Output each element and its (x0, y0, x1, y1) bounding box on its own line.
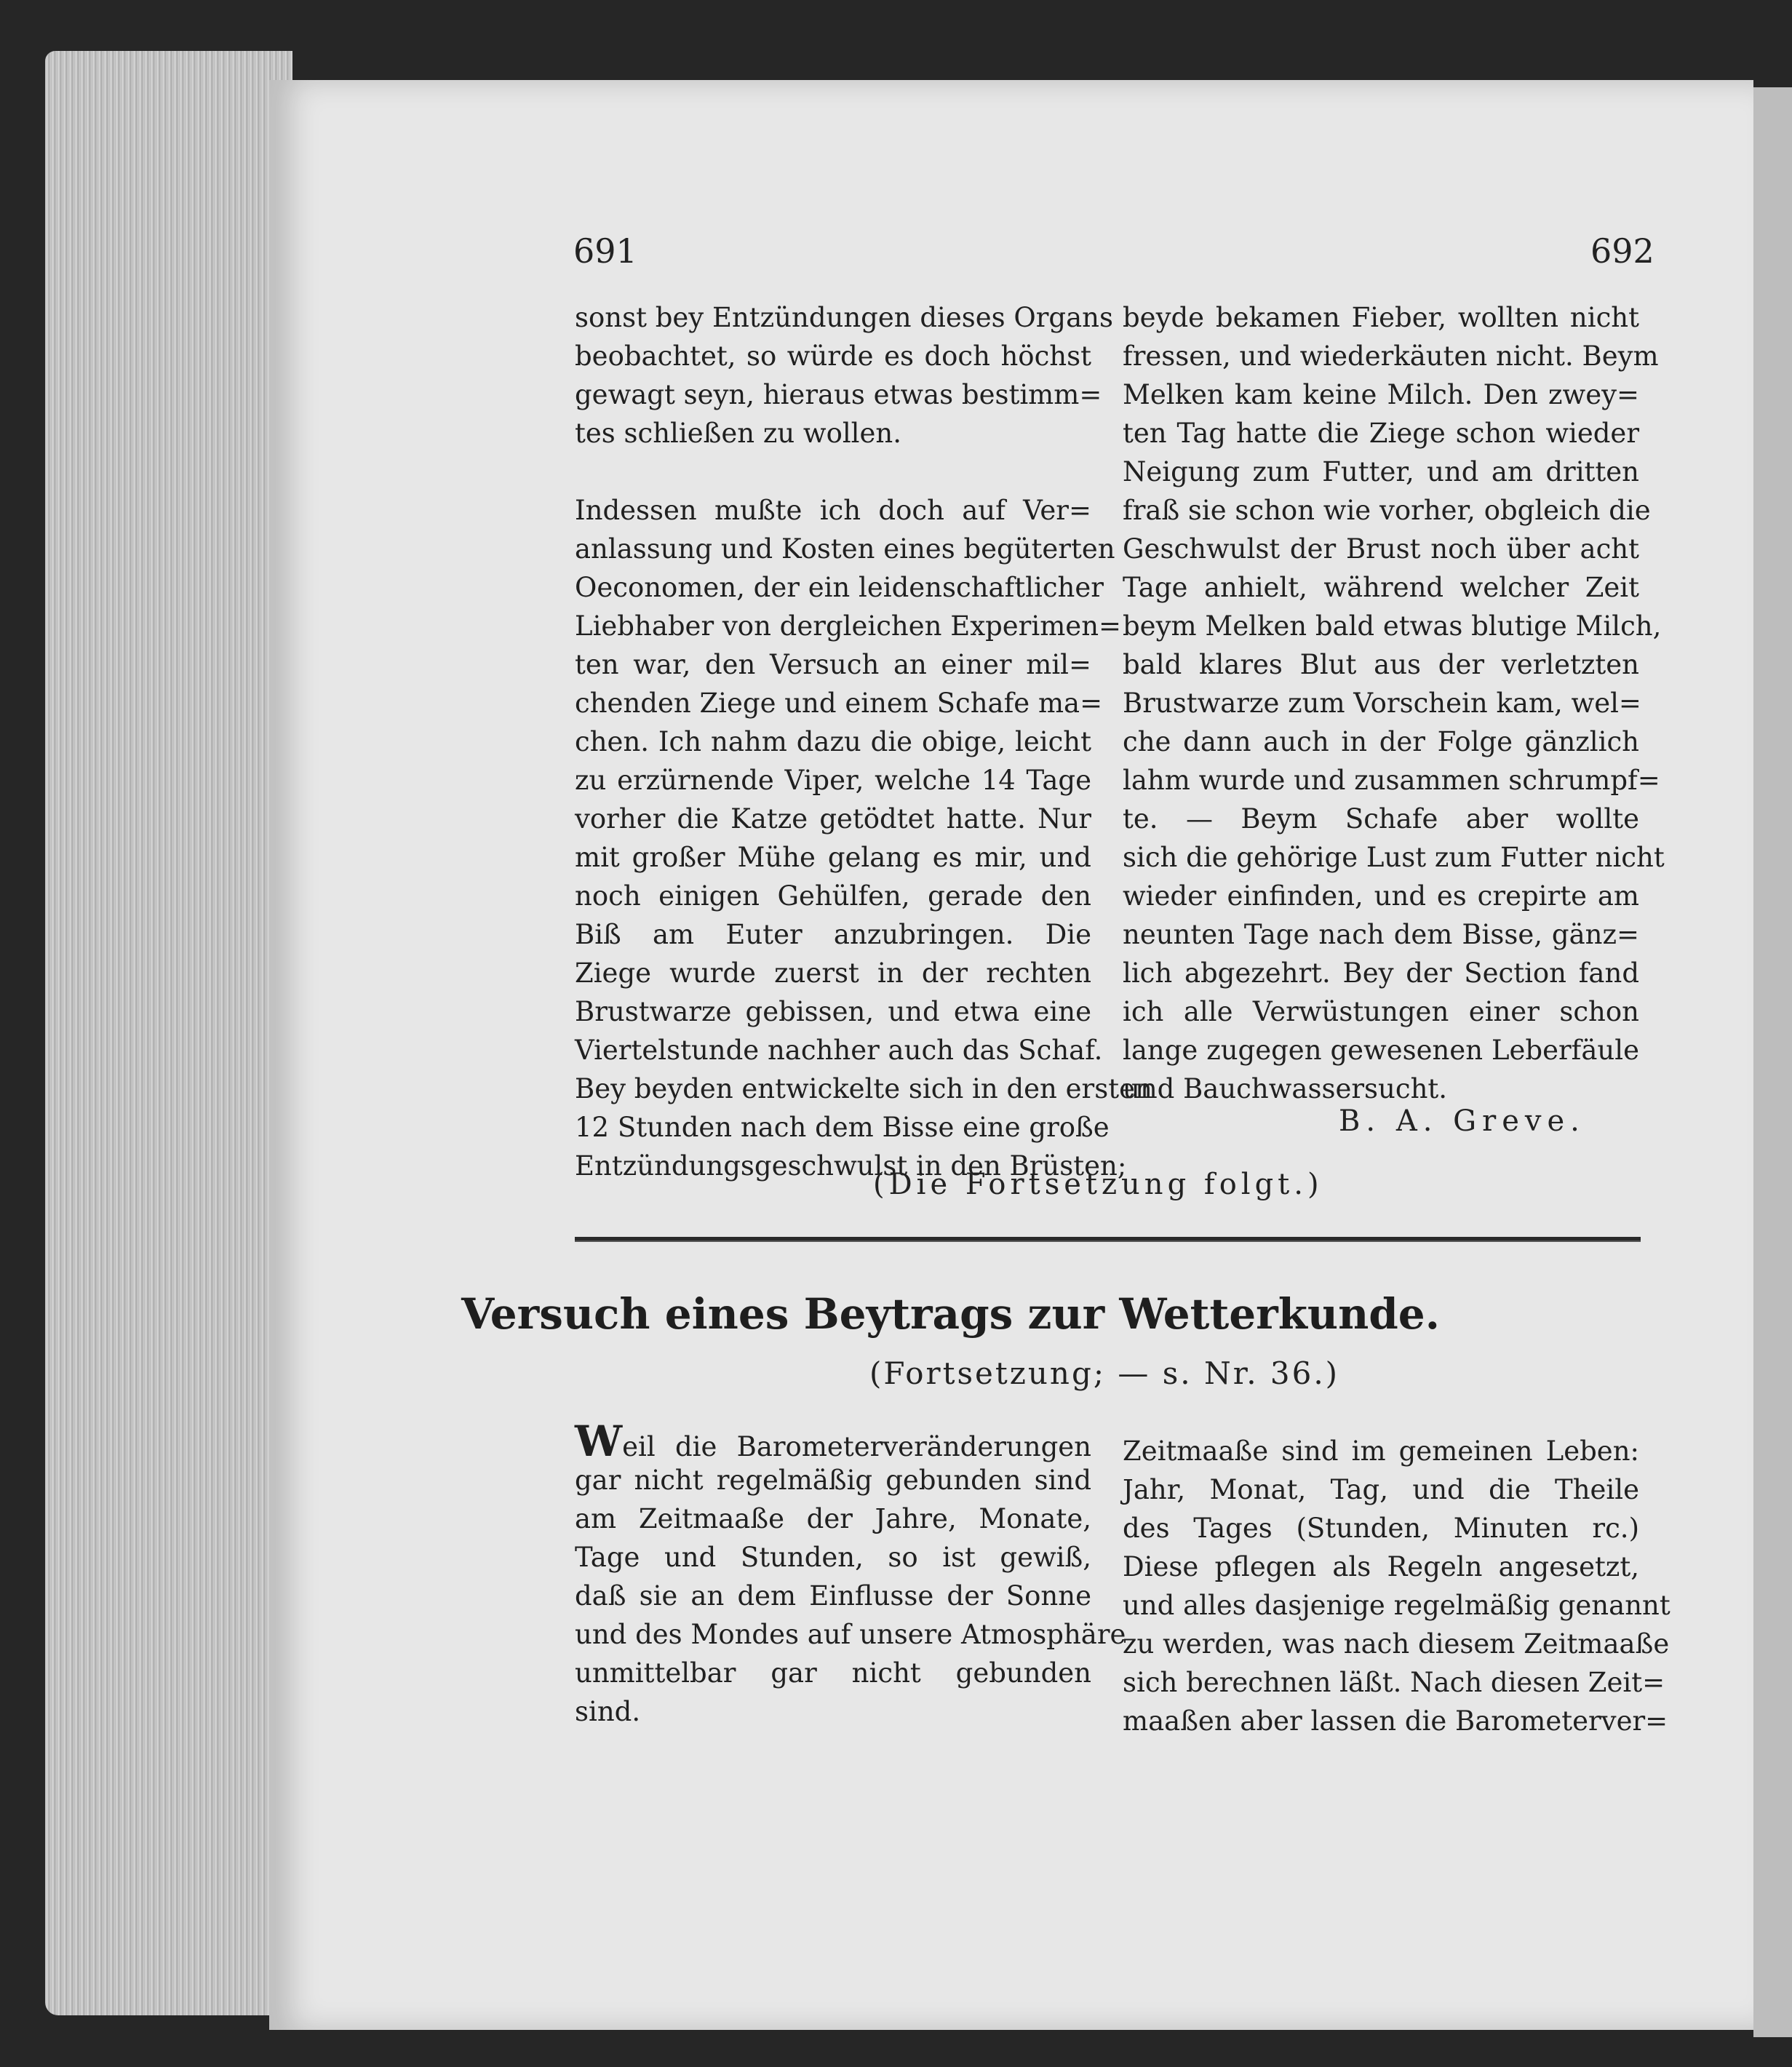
article-title: Versuch eines Beytrags zur Wetterkunde. (461, 1289, 1440, 1339)
text-line: lahm wurde und zusammen schrumpf= (1123, 765, 1660, 796)
text-line: und Bauchwassersucht. (1123, 1073, 1448, 1104)
text-line: Viertelstunde nachher auch das Schaf. (575, 1035, 1103, 1066)
text-line: Melken kam keine Milch. Den zwey= (1123, 379, 1639, 410)
text-line: des Tages (Stunden, Minuten rc.) (1123, 1513, 1639, 1544)
text-line: ten war, den Versuch an einer mil= (575, 649, 1091, 680)
text-line: Tage und Stunden, so ist gewiß, (575, 1542, 1091, 1573)
text-line: gewagt seyn, hieraus etwas bestimm= (575, 379, 1102, 410)
continuation-note: (Die Fortsetzung folgt.) (873, 1168, 1323, 1201)
text-line: und alles dasjenige regelmäßig genannt (1123, 1590, 1670, 1621)
text-line: che dann auch in der Folge gänzlich (1123, 726, 1639, 757)
text-line: zu werden, was nach diesem Zeitmaaße (1123, 1628, 1670, 1660)
text-line: wieder einfinden, und es crepirte am (1123, 880, 1639, 912)
page-number-right: 692 (1590, 231, 1654, 271)
text-line: Entzündungsgeschwulst in den Brüsten; (575, 1150, 1127, 1182)
text-line: fressen, und wiederkäuten nicht. Beym (1123, 340, 1659, 372)
page-number-left: 691 (573, 231, 637, 271)
text-line: Tage anhielt, während welcher Zeit (1123, 572, 1639, 603)
text-line: Biß am Euter anzubringen. Die (575, 919, 1091, 950)
text-line: am Zeitmaaße der Jahre, Monate, (575, 1503, 1091, 1534)
text-line: lich abgezehrt. Bey der Section fand (1123, 957, 1639, 989)
paragraph-gap (575, 453, 1091, 491)
right-column-bottom (1123, 1432, 1670, 1740)
text-line: noch einigen Gehülfen, gerade den (575, 880, 1091, 912)
right-column-top (1123, 298, 1665, 1108)
text-line: daß sie an dem Einflusse der Sonne (575, 1580, 1091, 1612)
text-line: Indessen mußte ich doch auf Ver= (575, 495, 1091, 526)
text-line: chen. Ich nahm dazu die obige, leicht (575, 726, 1091, 757)
text-line: Diese pflegen als Regeln angesetzt, (1123, 1551, 1639, 1582)
left-column-top (575, 298, 1152, 1185)
text-line: Jahr, Monat, Tag, und die Theile (1123, 1474, 1639, 1505)
text-line: sich berechnen läßt. Nach diesen Zeit= (1123, 1667, 1665, 1698)
text-line: neunten Tage nach dem Bisse, gänz= (1123, 919, 1639, 950)
text-line: beobachtet, so würde es doch höchst (575, 340, 1091, 372)
signature: B. A. Greve. (1339, 1104, 1585, 1138)
text-line: sind. (575, 1696, 641, 1727)
text-line: bald klares Blut aus der verletzten (1123, 649, 1639, 680)
text-line: Ziege wurde zuerst in der rechten (575, 957, 1091, 989)
text-line: te. — Beym Schafe aber wollte (1123, 803, 1639, 835)
text-line: unmittelbar gar nicht gebunden (575, 1657, 1091, 1689)
text-line: fraß sie schon wie vorher, obgleich die (1123, 495, 1651, 526)
text-line: Zeitmaaße sind im gemeinen Leben: (1123, 1435, 1639, 1467)
text-line: lange zugegen gewesenen Leberfäule (1123, 1035, 1639, 1066)
text-line: sich die gehörige Lust zum Futter nicht (1123, 842, 1665, 873)
text-line: gar nicht regelmäßig gebunden sind (575, 1465, 1091, 1496)
text-line: ich alle Verwüstungen einer schon (1123, 996, 1639, 1027)
text-line: Brustwarze gebissen, und etwa eine (575, 996, 1091, 1027)
left-column-bottom (575, 1417, 1126, 1731)
first-line-text: eil die Barometerveränderungen (622, 1431, 1091, 1462)
text-line: vorher die Katze getödtet hatte. Nur (575, 803, 1091, 835)
text-line: anlassung und Kosten eines begüterten (575, 533, 1115, 565)
book-page-edges (45, 51, 292, 2015)
text-line: ten Tag hatte die Ziege schon wieder (1123, 418, 1639, 449)
text-line: Brustwarze zum Vorschein kam, wel= (1123, 688, 1641, 719)
text-line: zu erzürnende Viper, welche 14 Tage (575, 765, 1091, 796)
text-line: Bey beyden entwickelte sich in den ersten (575, 1073, 1152, 1104)
text-line: sonst bey Entzündungen dieses Organs (575, 302, 1113, 333)
text-line: und des Mondes auf unsere Atmosphäre (575, 1619, 1126, 1650)
text-line: Geschwulst der Brust noch über acht (1123, 533, 1639, 565)
text-line: Oeconomen, der ein leidenschaftlicher (575, 572, 1104, 603)
text-line: Neigung zum Futter, und am dritten (1123, 456, 1639, 487)
text-line: beyde bekamen Fieber, wollten nicht (1123, 302, 1639, 333)
facing-page-edge (1753, 87, 1792, 2037)
text-line: maaßen aber lassen die Barometerver= (1123, 1705, 1668, 1737)
text-line: tes schließen zu wollen. (575, 418, 902, 449)
text-line: mit großer Mühe gelang es mir, und (575, 842, 1091, 873)
article-subtitle: (Fortsetzung; — s. Nr. 36.) (869, 1355, 1340, 1391)
drop-cap: W (575, 1417, 623, 1466)
text-line: 12 Stunden nach dem Bisse eine große (575, 1112, 1110, 1143)
text-line: Liebhaber von dergleichen Experimen= (575, 610, 1122, 642)
text-line: beym Melken bald etwas blutige Milch, (1123, 610, 1662, 642)
text-line (575, 1417, 1091, 1466)
section-divider (575, 1237, 1641, 1242)
text-line: chenden Ziege und einem Schafe ma= (575, 688, 1103, 719)
